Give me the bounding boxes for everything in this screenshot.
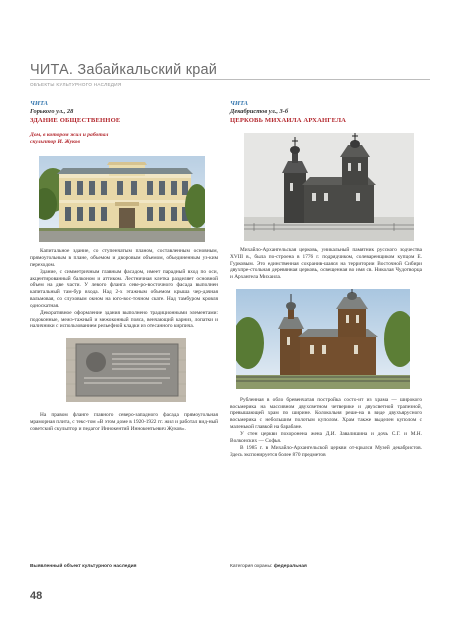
right-address: Декабристов ул., 3-б (230, 108, 289, 115)
protection-category-value: федеральная (273, 564, 307, 569)
left-object-title: ЗДАНИЕ ОБЩЕСТВЕННОЕ (30, 117, 121, 124)
page-number: 48 (30, 590, 43, 602)
page-subtitle: ОБЪЕКТЫ КУЛЬТУРНОГО НАСЛЕДИЯ (30, 79, 430, 88)
memorial-plaque-illustration (66, 338, 186, 402)
right-paragraph: У стен церкви похоронена жена Д.И. Завалишина и дочь С.Г. и М.Н. Волконских — Софья. (230, 431, 422, 444)
church-photo-bw (244, 133, 414, 241)
page-title: ЧИТА. Забайкальский край (30, 62, 218, 78)
right-paragraph: В 1985 г. в Михайло-Архангельской церкви от-крылся Музей декабристов. Здесь экспонируется более 870 предметов (230, 445, 422, 458)
church-photo-bw-illustration (244, 133, 414, 241)
church-photo-color (236, 289, 410, 389)
right-article (230, 100, 422, 459)
right-object-title: ЦЕРКОВЬ МИХАИЛА АРХАНГЕЛА (230, 117, 347, 124)
church-photo-color-illustration (236, 289, 410, 389)
plaque-photo (66, 338, 186, 402)
left-city: ЧИТА (30, 100, 49, 107)
right-city: ЧИТА (230, 100, 249, 107)
left-article (30, 100, 218, 432)
left-text-block (30, 248, 218, 330)
left-object-note: Дом, в котором жил и работал скульптор И. Жуков (30, 132, 109, 145)
right-footnote (230, 564, 307, 569)
left-plaque-text: На правом фланге главного северо-западного фасада прямоугольная мраморная плита, с текс-том «В этом доме в 1920-1922 гг. жил и работал вид-ный советский скульптор и педагог Иннокентий Иннокентьевич Жуков». (30, 412, 218, 432)
building-photo-illustration (39, 156, 205, 242)
right-text-block (230, 397, 422, 459)
building-photo (39, 156, 205, 242)
left-paragraph: Здание, с симметричным главным фасадом, имеет парадный вход по оси, акцентированный балконом и аттиком. Лестничная клетка разделяет основной объем на две части. У левого фланга севе-ро-восточного фасада выполнен капитальный там-бур входа. Над 2-х этажным объемом крыша чер-дачная вальмовая, со слуховым окном на юго-вос-точном скате. Над тамбуром кровля односкатная. (30, 268, 218, 309)
left-address: Горького ул., 28 (30, 108, 74, 115)
left-paragraph: Декоративное оформление здания выполнено традиционными элементами: подоконные, межэ-тажный и межоконный пояса, венчающий карниз, лопатки и наличники с использованием рельефной кладки из отесанного кирпича. (30, 309, 218, 330)
right-paragraph: Рубленная в обло бревенчатая постройка состо-ит из храма — широкого восьмерика на массивном двухсветном четверике и двухсветной трапезной, превышающей храм по ширине. Колокольня реше-на в виде двухъярусного восьмерика с небольшим полотым куполом. Храм также выделен куполом с маленькой главкой на барабане. (230, 396, 422, 430)
page-header (30, 62, 430, 88)
protection-category-label: Категория охраны: (230, 564, 273, 569)
right-intro-text: Михайло-Архангельская церковь, уникальный памятник русского зодчества XVIII в., была по-строена в 1776 г. подрядчиком, солеваренщиком купцом Е. Гурковым. Это единственная сохранив-шаяся на территории Восточной Сибири двухпре-стольная деревянная церковь, освещенная во имя св. Николая Чудотворца и Архангела Михаила. (230, 247, 422, 280)
left-paragraph: Капитальное здание, со ступенчатым планом, составленным основным, прямоугольным в плане, объемом и дворовым объемом, объединенным уз-ким переходом. (30, 248, 218, 268)
left-footnote: Выявленный объект культурного наследия (30, 564, 137, 569)
